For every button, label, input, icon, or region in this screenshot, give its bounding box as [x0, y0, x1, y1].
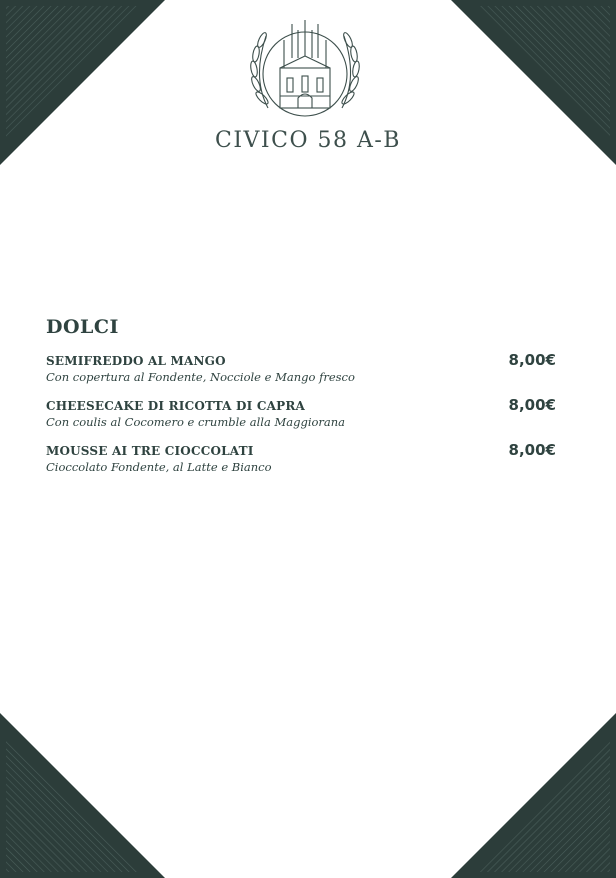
section-title: DOLCI: [46, 316, 119, 338]
menu-item: [46, 353, 558, 398]
menu-item: [46, 398, 558, 443]
item-description: Con copertura al Fondente, Nocciole e Mango fresco: [46, 370, 355, 384]
menu-item: [46, 443, 558, 488]
brand-name: CIVICO 58 A-B: [215, 128, 401, 153]
item-description: Cioccolato Fondente, al Latte e Bianco: [46, 460, 272, 474]
cathedral-laurel-icon: [240, 18, 370, 120]
corner-decoration-bottom-left: [0, 708, 170, 878]
item-price: 8,00€: [508, 351, 556, 369]
item-description: Con coulis al Cocomero e crumble alla Maggiorana: [46, 415, 346, 429]
corner-decoration-bottom-right: [446, 708, 616, 878]
item-price: 8,00€: [508, 396, 556, 414]
item-name: SEMIFREDDO AL MANGO: [46, 354, 226, 368]
menu-list: [46, 353, 558, 488]
item-name: MOUSSE AI TRE CIOCCOLATI: [46, 444, 254, 458]
item-price: 8,00€: [508, 441, 556, 459]
item-name: CHEESECAKE DI RICOTTA DI CAPRA: [46, 399, 306, 413]
